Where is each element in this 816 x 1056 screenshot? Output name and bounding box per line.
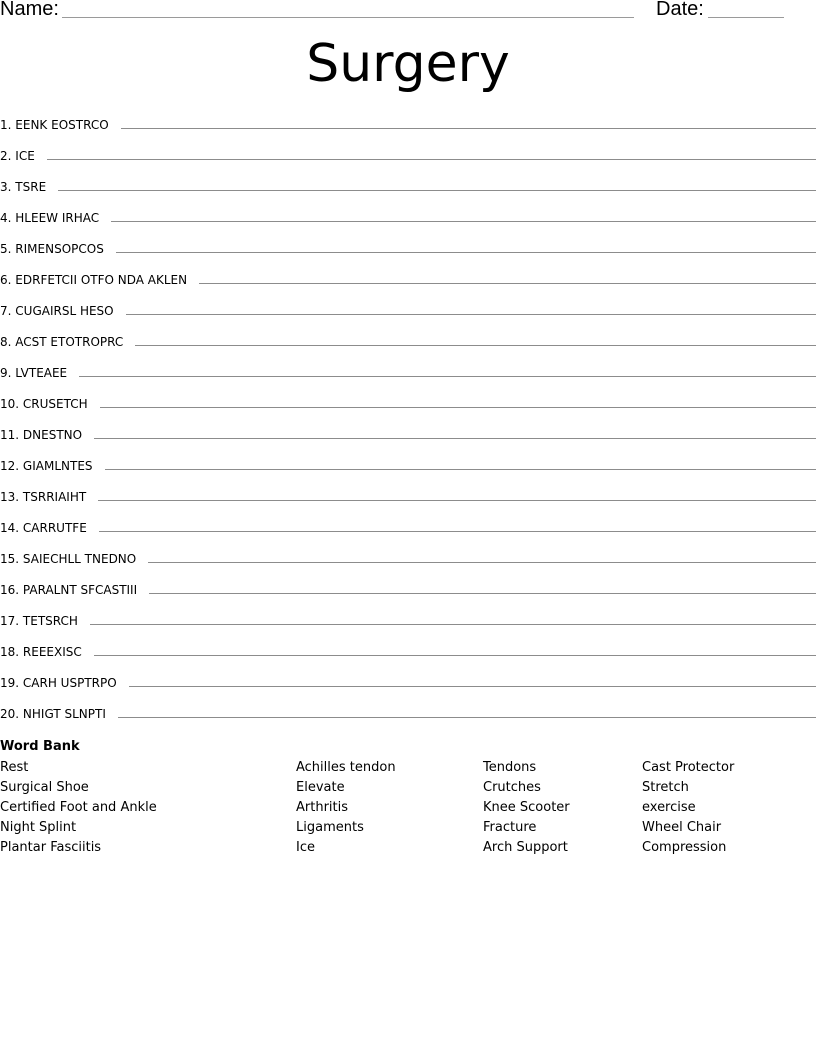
answer-line[interactable]: [98, 484, 816, 501]
word-bank-row: [0, 760, 816, 780]
question-number: 15.: [0, 552, 20, 566]
question-number: 7.: [0, 304, 12, 318]
scrambled-word: NHIGT SLNPTI: [22, 707, 106, 721]
question-row: [0, 298, 816, 329]
word-bank-title: Word Bank: [0, 739, 80, 754]
answer-line[interactable]: [111, 205, 816, 222]
answer-line[interactable]: [94, 639, 816, 656]
question-row: [0, 267, 816, 298]
question-number: 16.: [0, 583, 20, 597]
word-bank-item: Arch Support: [483, 840, 568, 855]
question-number: 14.: [0, 521, 20, 535]
answer-line[interactable]: [199, 267, 816, 284]
answer-line[interactable]: [126, 298, 816, 315]
word-bank-item: Rest: [0, 760, 29, 775]
scrambled-word: CUGAIRSL HESO: [15, 304, 114, 318]
answer-line[interactable]: [135, 329, 816, 346]
word-bank-item: Crutches: [483, 780, 541, 795]
answer-line[interactable]: [118, 701, 816, 718]
question-number: 2.: [0, 149, 12, 163]
scrambled-word: RIMENSOPCOS: [15, 242, 104, 256]
scramble-question-list: [0, 112, 816, 732]
scrambled-word: TSRE: [15, 180, 47, 194]
scrambled-word: CARH USPTRPO: [22, 676, 117, 690]
scrambled-word: PARALNT SFCASTIII: [22, 583, 138, 597]
question-row: [0, 236, 816, 267]
question-number: 20.: [0, 707, 20, 721]
answer-line[interactable]: [116, 236, 816, 253]
answer-line[interactable]: [148, 546, 816, 563]
question-row: [0, 360, 816, 391]
name-field-line[interactable]: [62, 17, 634, 18]
question-number: 11.: [0, 428, 20, 442]
word-bank-item: Fracture: [483, 820, 537, 835]
question-number: 5.: [0, 242, 12, 256]
word-bank-item: exercise: [642, 800, 696, 815]
scrambled-word: EDRFETCII OTFO NDA AKLEN: [15, 273, 188, 287]
question-number: 17.: [0, 614, 20, 628]
word-bank-row: [0, 780, 816, 800]
question-number: 3.: [0, 180, 12, 194]
scrambled-word: LVTEAEE: [15, 366, 68, 380]
answer-line[interactable]: [99, 515, 816, 532]
scrambled-word: ICE: [15, 149, 35, 163]
question-row: [0, 515, 816, 546]
question-row: [0, 453, 816, 484]
word-bank-item: Stretch: [642, 780, 689, 795]
word-bank-item: Surgical Shoe: [0, 780, 89, 795]
answer-line[interactable]: [105, 453, 816, 470]
word-bank-item: Ice: [296, 840, 315, 855]
question-number: 19.: [0, 676, 20, 690]
question-row: [0, 422, 816, 453]
question-row: [0, 391, 816, 422]
question-number: 6.: [0, 273, 12, 287]
answer-line[interactable]: [79, 360, 816, 377]
word-bank-row: [0, 820, 816, 840]
word-bank-item: Certified Foot and Ankle: [0, 800, 157, 815]
question-row: [0, 205, 816, 236]
page-title: Surgery: [306, 34, 510, 94]
question-row: [0, 701, 816, 732]
word-bank-item: Plantar Fasciitis: [0, 840, 102, 855]
scrambled-word: EENK EOSTRCO: [15, 118, 109, 132]
answer-line[interactable]: [58, 174, 816, 191]
answer-line[interactable]: [90, 608, 816, 625]
answer-line[interactable]: [149, 577, 816, 594]
word-bank-item: Ligaments: [296, 820, 364, 835]
word-bank-grid: [0, 760, 816, 860]
scrambled-word: SAIECHLL TNEDNO: [22, 552, 137, 566]
word-bank-item: Wheel Chair: [642, 820, 722, 835]
scrambled-word: TETSRCH: [22, 614, 78, 628]
question-number: 9.: [0, 366, 12, 380]
scrambled-word: TSRRIAIHT: [22, 490, 87, 504]
question-row: [0, 577, 816, 608]
question-row: [0, 174, 816, 205]
word-bank-item: Cast Protector: [642, 760, 735, 775]
word-bank-item: Elevate: [296, 780, 345, 795]
word-bank-row: [0, 800, 816, 820]
answer-line[interactable]: [47, 143, 816, 160]
word-bank-item: Night Splint: [0, 820, 77, 835]
answer-line[interactable]: [129, 670, 816, 687]
answer-line[interactable]: [100, 391, 816, 408]
answer-line[interactable]: [94, 422, 816, 439]
question-number: 12.: [0, 459, 20, 473]
date-field-line[interactable]: [708, 17, 784, 18]
question-row: [0, 112, 816, 143]
scrambled-word: ACST ETOTROPRC: [15, 335, 124, 349]
word-bank-row: [0, 840, 816, 860]
scrambled-word: CRUSETCH: [22, 397, 88, 411]
scrambled-word: HLEEW IRHAC: [15, 211, 100, 225]
date-label: Date:: [656, 0, 704, 20]
question-row: [0, 608, 816, 639]
worksheet-header: [0, 0, 816, 24]
question-number: 8.: [0, 335, 12, 349]
question-number: 4.: [0, 211, 12, 225]
question-row: [0, 484, 816, 515]
word-bank-item: Achilles tendon: [296, 760, 396, 775]
question-row: [0, 143, 816, 174]
word-bank-item: Knee Scooter: [483, 800, 570, 815]
question-row: [0, 670, 816, 701]
answer-line[interactable]: [121, 112, 816, 129]
word-bank-item: Tendons: [483, 760, 537, 775]
question-row: [0, 639, 816, 670]
question-row: [0, 546, 816, 577]
question-number: 18.: [0, 645, 20, 659]
scrambled-word: REEEXISC: [22, 645, 82, 659]
name-label: Name:: [0, 0, 59, 20]
scrambled-word: CARRUTFE: [22, 521, 87, 535]
question-number: 10.: [0, 397, 20, 411]
question-row: [0, 329, 816, 360]
word-bank-item: Compression: [642, 840, 727, 855]
scrambled-word: GIAMLNTES: [22, 459, 93, 473]
word-bank: [0, 739, 816, 860]
word-bank-item: Arthritis: [296, 800, 349, 815]
question-number: 13.: [0, 490, 20, 504]
scrambled-word: DNESTNO: [22, 428, 83, 442]
question-number: 1.: [0, 118, 12, 132]
